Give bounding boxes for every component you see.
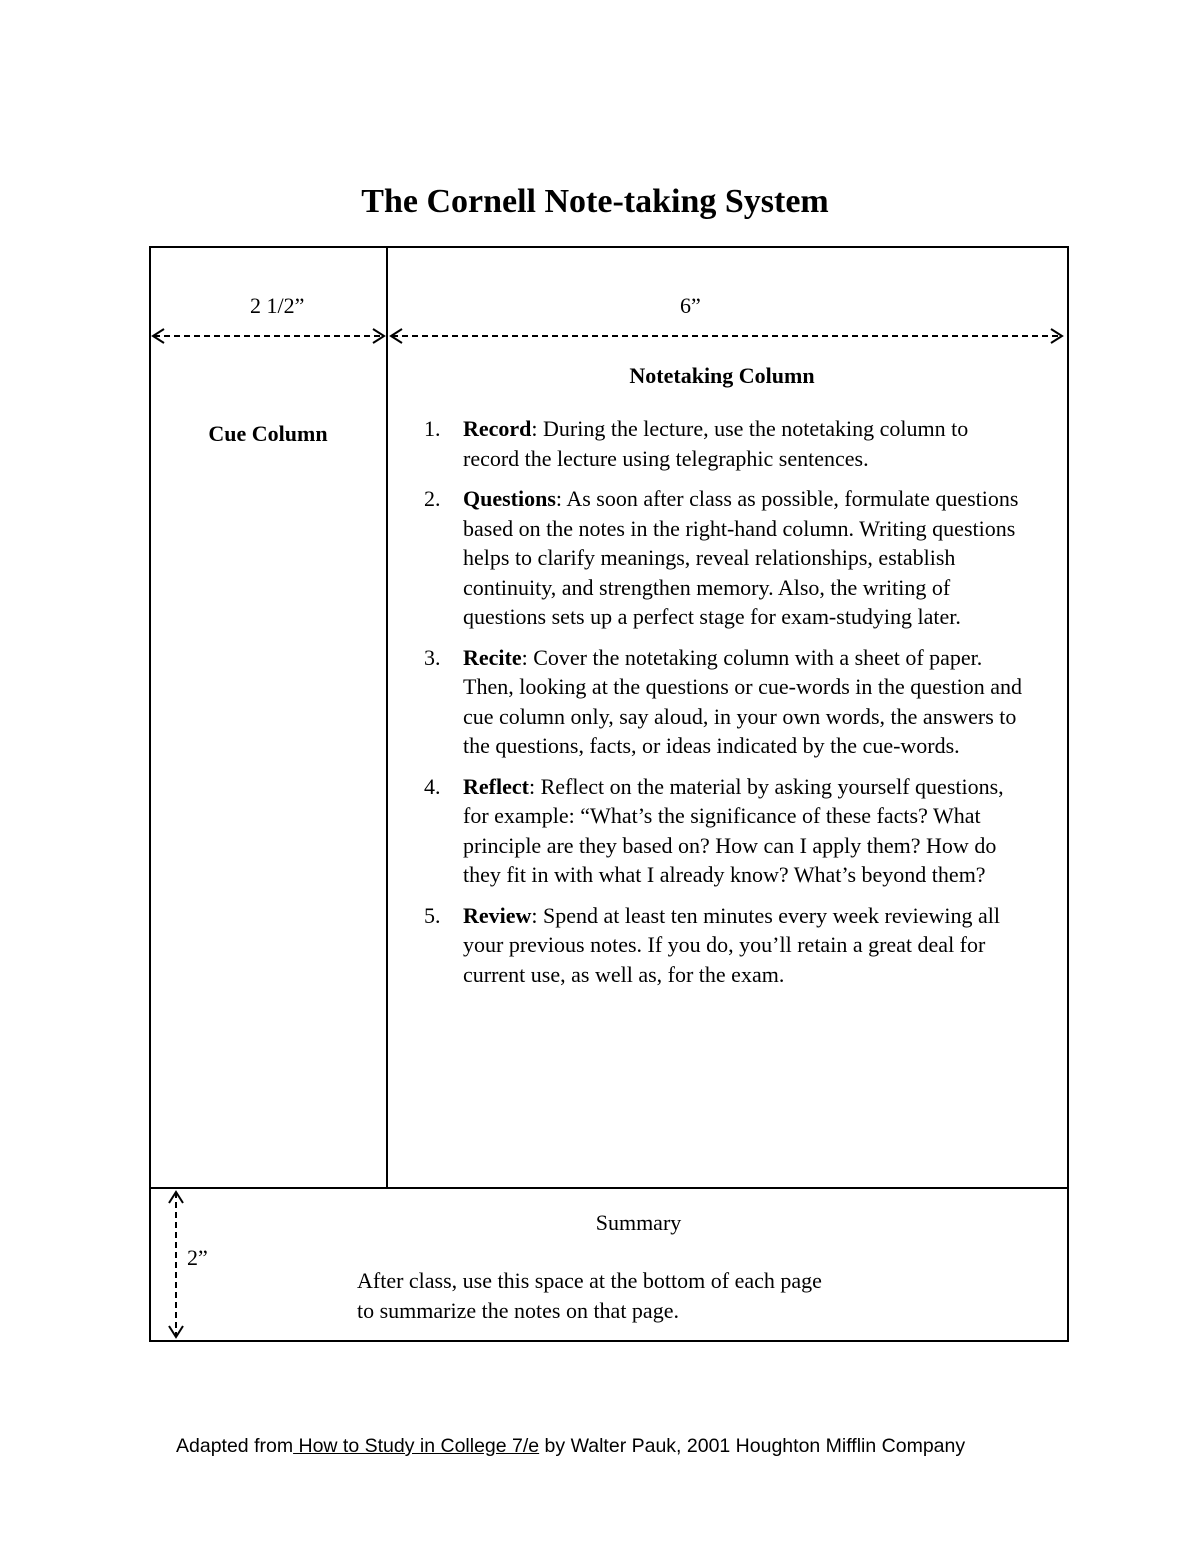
citation-prefix: Adapted from [176,1435,294,1457]
step-term: Reflect [463,773,529,799]
summary-line: to summarize the notes on that page. [357,1298,679,1323]
list-item [424,772,1024,890]
source-citation [176,1433,996,1459]
step-number: 1. [424,416,441,441]
summary-instructions [357,1266,957,1326]
step-term: Record [463,416,532,441]
list-item [424,484,1024,632]
page-title: The Cornell Note-taking System [361,183,829,220]
step-text: : Cover the notetaking column with a sheet of paper. Then, looking at the questions or cue-words in the question and cue column only, say aloud, in your own words, the answers to the questions, facts, or ideas indicated by the cue-words. [463,644,1023,758]
list-item [424,643,1024,761]
summary-height-label: 2” [187,1245,208,1270]
cue-width-label: 2 1/2” [250,293,305,318]
citation-suffix: by Walter Pauk, 2001 Houghton Mifflin Company [539,1435,966,1457]
step-text: : Spend at least ten minutes every week reviewing all your previous notes. If you do, you’ll retain a great deal for current use, as well as, for the exam. [463,902,1000,987]
notetaking-column-heading: Notetaking Column [629,363,815,388]
step-term: Recite [463,644,522,670]
step-term: Review [463,902,532,928]
cue-column-heading: Cue Column [208,421,328,446]
summary-line: After class, use this space at the bottom of each page [357,1268,822,1293]
step-term: Questions [463,486,556,511]
step-number: 4. [424,773,441,799]
list-item [424,414,1024,473]
step-number: 3. [424,644,441,670]
step-number: 2. [424,486,441,511]
step-text: : During the lecture, use the notetaking column to record the lecture using telegraphic sentences. [463,416,969,471]
book-title: How to Study in College 7/e [293,1435,540,1457]
notes-width-label: 6” [680,293,701,318]
step-text: : Reflect on the material by asking yourself questions, for example: “What’s the significance of these facts? What principle are they based on? How can I apply them? How do they fit in with what I already know? What’s beyond them? [463,773,1004,887]
summary-heading: Summary [595,1210,682,1235]
step-number: 5. [424,902,441,928]
list-item [424,901,1024,990]
step-text: : As soon after class as possible, formulate questions based on the notes in the right-hand column. Writing questions helps to clarify meanings, reveal relationships, establish continuity, and strengthen memory. Also, the writing of questions sets up a perfect stage for exam-studying later. [463,486,1019,629]
notetaking-steps-list [424,414,1024,1000]
